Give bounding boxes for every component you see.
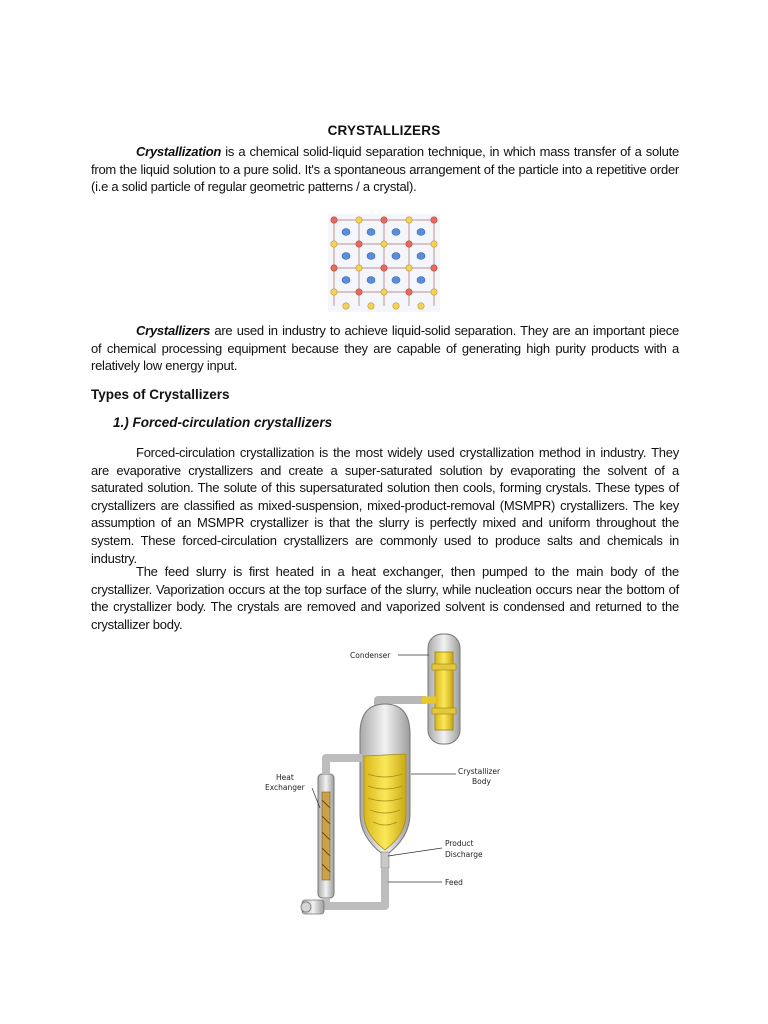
subsection-title: 1.) Forced-circulation crystallizers — [113, 415, 333, 430]
crystallizer-diagram — [240, 624, 540, 924]
heat-exchanger-label-line1: Heat — [276, 773, 294, 782]
crystallizer-body-label-line2: Body — [472, 777, 491, 786]
usage-text: are used in industry to achieve liquid-solid separation. They are an important piece of chemical processing equipment because they are capable of generating high purity products with a relatively low energy input. — [91, 323, 679, 374]
types-heading: Types of Crystallizers — [91, 387, 230, 402]
crystallization-term: Crystallization — [136, 144, 222, 159]
crystallizers-term: Crystallizers — [136, 323, 211, 338]
condenser-vessel — [428, 634, 460, 744]
circulation-pipe-top — [326, 758, 362, 774]
condenser-label: Condenser — [350, 651, 391, 660]
crystallizer-body-vessel — [360, 704, 410, 868]
heat-exchanger — [318, 774, 334, 898]
intro-paragraph — [91, 143, 679, 196]
document-title: CRYSTALLIZERS — [327, 123, 441, 138]
product-discharge-label-line1: Product — [445, 839, 474, 848]
product-discharge-label-line2: Discharge — [445, 850, 483, 859]
feed-label: Feed — [445, 878, 463, 887]
intro-text: is a chemical solid-liquid separation technique, in which mass transfer of a solute from the liquid solution to a pure solid. It's a spontaneous arrangement of the particle into a repetitive order (i.e a solid particle of regular geometric patterns / a crystal). — [91, 144, 679, 195]
forced-circulation-paragraph: Forced-circulation crystallization is the most widely used crystallization method in industry. They are evaporative crystallizers and create a super-saturated solution by evaporating the solvent of a saturated solution. The solute of this supersaturated solution then cools, forming crystals. These types of crystallizers are classified as mixed-suspension, mixed-product-removal (MSMPR) crystallizers. The key assumption of an MSMPR crystallizer is that the slurry is perfectly mixed and uniform throughout the system. These forced-circulation crystallizers are commonly used to produce salts and chemicals in industry. — [91, 445, 679, 566]
usage-paragraph — [91, 322, 679, 375]
feed-slurry-paragraph: The feed slurry is first heated in a heat exchanger, then pumped to the main body of the crystallizer. Vaporization occurs at the top surface of the slurry, while nucleation occurs near the bottom of the crystallizer body. The crystals are removed and vaporized solvent is condensed and returned to the crystallizer body. — [91, 564, 679, 632]
crystal-lattice-illustration — [328, 214, 440, 312]
pump — [301, 900, 324, 914]
circulation-pipe-bottom — [326, 868, 385, 906]
crystallizer-body-label-line1: Crystallizer — [458, 767, 501, 776]
heat-exchanger-label-line2: Exchanger — [265, 783, 305, 792]
